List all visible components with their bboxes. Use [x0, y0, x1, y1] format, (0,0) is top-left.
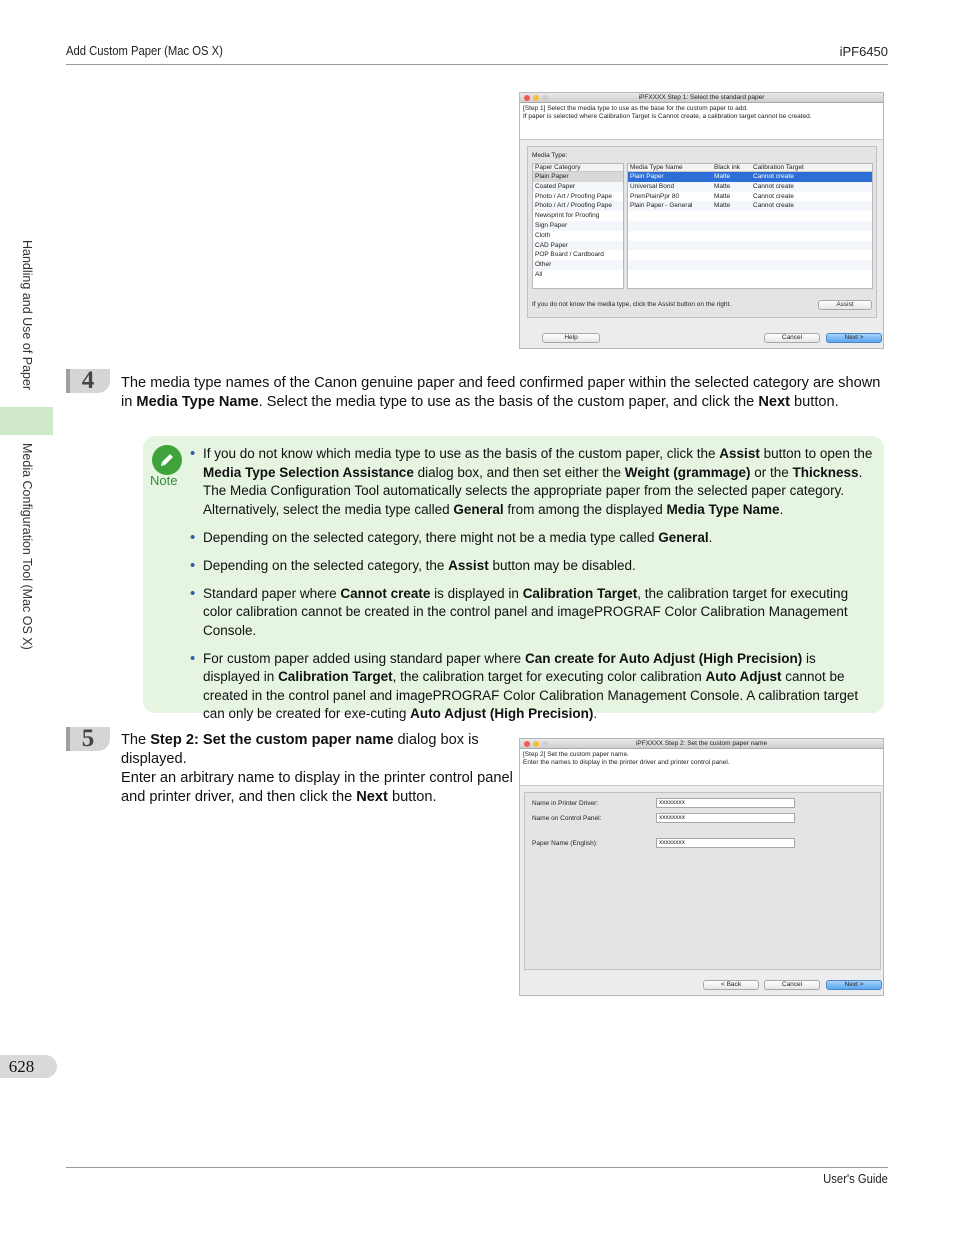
paper-category-item[interactable]: Photo / Art / Proofing Pape [535, 192, 612, 200]
media-type-table[interactable]: Media Type Name Black ink Calibration Target Plain Paper Matte Cannot create Universal Bond Matte Cannot create PremPlainPpr 80 Matte Cannot create Plain Paper - General Matte Cannot create [627, 163, 873, 289]
pencil-icon [152, 445, 182, 475]
media-type-cell: Matte [714, 202, 731, 210]
paper-category-item[interactable]: Coated Paper [533, 182, 623, 192]
media-type-cell: Matte [714, 192, 731, 200]
media-type-cell: Universal Bond [630, 182, 675, 190]
media-type-row[interactable] [628, 182, 872, 192]
header-rule [66, 64, 888, 65]
help-button[interactable]: Help [542, 333, 600, 343]
dialog1-instructions: [Step 1] Select the media type to use as the base for the custom paper to add. If paper is selected where Calibration Target is Cannot create, a calibration target cannot be created. [520, 103, 883, 140]
empty-row [628, 221, 872, 231]
cancel-button[interactable]: Cancel [764, 333, 820, 343]
dialog1-titlebar [520, 93, 883, 103]
paper-name-english-label: Paper Name (English): [532, 840, 598, 847]
next-button[interactable]: Next > [826, 333, 882, 343]
step5-text: The Step 2: Set the custom paper name dialog box is displayed. Enter an arbitrary name to display in the printer control panel and printer driver, and then click the Next button. [121, 732, 513, 805]
paper-name-english-input[interactable]: xxxxxxxx [656, 838, 795, 848]
step-number-5: 5 [66, 727, 110, 751]
media-type-row[interactable] [628, 172, 872, 182]
printer-driver-name-input[interactable]: xxxxxxxx [656, 798, 795, 808]
control-panel-name-label: Name on Control Panel: [532, 815, 602, 822]
media-type-label: Media Type: [532, 152, 568, 159]
media-type-cell: Cannot create [753, 182, 794, 190]
media-type-cell: Plain Paper - General [630, 202, 693, 210]
note-item: • Depending on the selected category, there might not be a media type called General. [190, 529, 876, 548]
note-list [190, 445, 876, 733]
paper-category-list[interactable]: Paper Category Plain Paper Coated Paper Photo / Art / Proofing Pape Photo / Art / Proofing Pape Newsprint for Proofing Sign Paper Cloth CAD Paper POP Board / Cardboard Other All [532, 163, 624, 289]
empty-row [628, 241, 872, 251]
paper-category-item[interactable]: All [535, 270, 543, 278]
empty-row [628, 231, 872, 241]
note-item: • Depending on the selected category, the Assist button may be disabled. [190, 557, 876, 576]
paper-category-item[interactable]: Newsprint for Proofing [535, 212, 600, 220]
footer-rule [66, 1167, 888, 1168]
back-button[interactable]: < Back [703, 980, 759, 990]
paper-category-item[interactable]: Cloth [535, 231, 551, 239]
empty-row [628, 270, 872, 280]
empty-row [628, 211, 872, 221]
control-panel-name-input[interactable]: xxxxxxxx [656, 813, 795, 823]
dialog2-instructions: [Step 2] Set the custom paper name. Enter the names to display in the printer driver and printer control panel. [520, 749, 883, 786]
note-item: • For custom paper added using standard paper where Can create for Auto Adjust (High Precision) is displayed in Calibration Target, the calibration target for executing color calibration Auto Adjust cannot be created in the control panel and imagePROGRAF Color Calibration Management Console. A calibration target can only be created for exe-cuting Auto Adjust (High Precision). [190, 650, 876, 724]
media-type-cell: Cannot create [753, 192, 794, 200]
media-type-cell: Matte [714, 173, 731, 180]
media-type-cell: Cannot create [753, 173, 794, 180]
side-tab-media-config: Media Configuration Tool (Mac OS X) [20, 443, 34, 650]
next-button[interactable]: Next > [826, 980, 882, 990]
paper-category-item[interactable]: Photo / Art / Proofing Pape [533, 201, 623, 211]
printer-driver-name-label: Name in Printer Driver: [532, 800, 599, 807]
step1-dialog-screenshot [519, 92, 884, 349]
note-item: • If you do not know which media type to use as the basis of the custom paper, click the Assist button to open the Media Type Selection Assistance dialog box, and then set either the Weight (grammage) or the Thickness. The Media Configuration Tool automatically selects the appropriate paper from the selected paper category. Alternatively, select the media type called General from among the displayed Media Type Name. [190, 445, 876, 519]
assist-hint: If you do not know the media type, click the Assist button on the right. [532, 301, 732, 308]
side-tab-marker [0, 407, 53, 435]
page-number: 628 [0, 1055, 57, 1078]
media-type-cell: Matte [714, 182, 731, 190]
dialog2-titlebar [520, 739, 883, 749]
paper-category-item[interactable]: Other [533, 260, 623, 270]
side-tab-handling-paper: Handling and Use of Paper [20, 240, 34, 391]
assist-button[interactable]: Assist [818, 300, 872, 310]
paper-category-item[interactable]: CAD Paper [533, 241, 623, 251]
media-type-row[interactable] [628, 192, 872, 202]
dialog1-title: iPFXXXX Step 1: Select the standard paper [638, 94, 765, 101]
paper-category-item[interactable]: POP Board / Cardboard [535, 251, 604, 259]
running-header-model: iPF6450 [839, 44, 888, 59]
media-type-panel [527, 146, 877, 318]
dialog2-title: iPFXXXX Step 2: Set the custom paper name [635, 740, 768, 747]
cancel-button[interactable]: Cancel [764, 980, 820, 990]
note-label: Note [150, 473, 178, 488]
step4-text: The media type names of the Canon genuine paper and feed confirmed paper within the selected category are shown in Media Type Name. Select the media type to use as the basis of the custom paper, and click the Next button. [121, 375, 881, 410]
note-item: • Standard paper where Cannot create is displayed in Calibration Target, the calibration target for executing color calibration cannot be created in the control panel and imagePROGRAF Color Calibration Management Console. [190, 585, 876, 641]
media-type-row[interactable] [628, 201, 872, 211]
paper-category-item[interactable]: Plain Paper [533, 172, 623, 182]
media-type-cell: Cannot create [753, 202, 794, 210]
paper-name-panel [524, 792, 881, 970]
empty-row [628, 250, 872, 260]
paper-category-item[interactable]: Sign Paper [533, 221, 623, 231]
media-type-cell: PremPlainPpr 80 [630, 192, 680, 200]
empty-row [628, 260, 872, 270]
step2-dialog-screenshot [519, 738, 884, 996]
running-header-title: Add Custom Paper (Mac OS X) [66, 44, 223, 58]
footer-guide-name: User's Guide [823, 1172, 888, 1186]
media-type-cell: Plain Paper [630, 173, 664, 180]
step-number-4: 4 [66, 369, 110, 393]
